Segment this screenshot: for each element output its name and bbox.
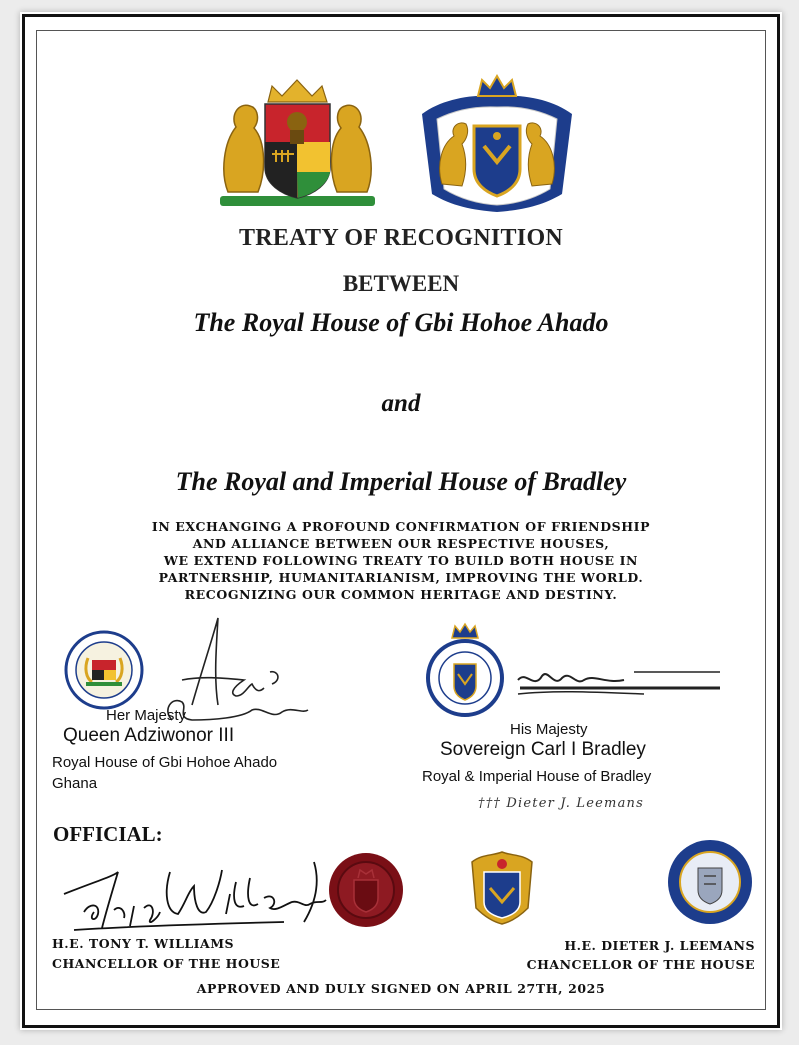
treaty-body [20,518,782,603]
treaty-title: TREATY OF RECOGNITION [238,225,564,251]
official-right-name: H.E. DIETER J. LEEMANS [564,938,755,953]
between-label: BETWEEN [342,271,460,296]
official-right-title: CHANCELLOR OF THE HOUSE [526,957,755,972]
left-signatory-house: Royal House of Gbi Hohoe Ahado [52,754,278,771]
party-two-name: The Royal and Imperial House of Bradley [175,467,627,496]
official-left-name: H.E. TONY T. WILLIAMS [52,936,235,951]
official-left-title: CHANCELLOR OF THE HOUSE [52,956,281,971]
crest-shield-icon [462,848,542,926]
treaty-document [20,12,782,1030]
sovereign-signature-icon [514,660,724,704]
right-signatory-name: Sovereign Carl I Bradley [440,739,646,760]
body-line: RECOGNIZING OUR COMMON HERITAGE AND DESTINY. [184,587,618,602]
right-signatory-house: Royal & Imperial House of Bradley [422,768,652,785]
red-wax-seal-icon [326,850,406,930]
body-line: PARTNERSHIP, HUMANITARIANISM, IMPROVING THE WORLD. [158,570,644,585]
official-heading: OFFICIAL: [53,822,163,846]
blue-round-seal-icon [666,838,754,926]
approval-date-line: APPROVED AND DULY SIGNED ON APRIL 27TH, 2025 [196,981,606,996]
party-one-name: The Royal House of Gbi Hohoe Ahado [193,308,609,337]
gbi-hohoe-coat-of-arms-icon [210,72,385,212]
left-signatory-label: Her Majesty [106,707,187,724]
right-signatory-label: His Majesty [510,721,588,738]
conjunction-and: and [381,390,421,417]
countersign-signature: ††† Dieter J. Leemans [478,796,644,811]
left-signatory-name: Queen Adziwonor III [63,725,235,746]
bradley-crowned-seal-icon [424,622,506,718]
body-line: IN EXCHANGING A PROFOUND CONFIRMATION OF FRIENDSHIP [151,519,651,534]
bradley-coat-of-arms-icon [412,74,582,214]
left-signatory-country: Ghana [52,775,98,792]
body-line: AND ALLIANCE BETWEEN OUR RESPECTIVE HOUSES, [192,536,610,551]
body-line: WE EXTEND FOLLOWING TREATY TO BUILD BOTH HOUSE IN [163,553,639,568]
tony-williams-signature-icon [54,842,344,942]
